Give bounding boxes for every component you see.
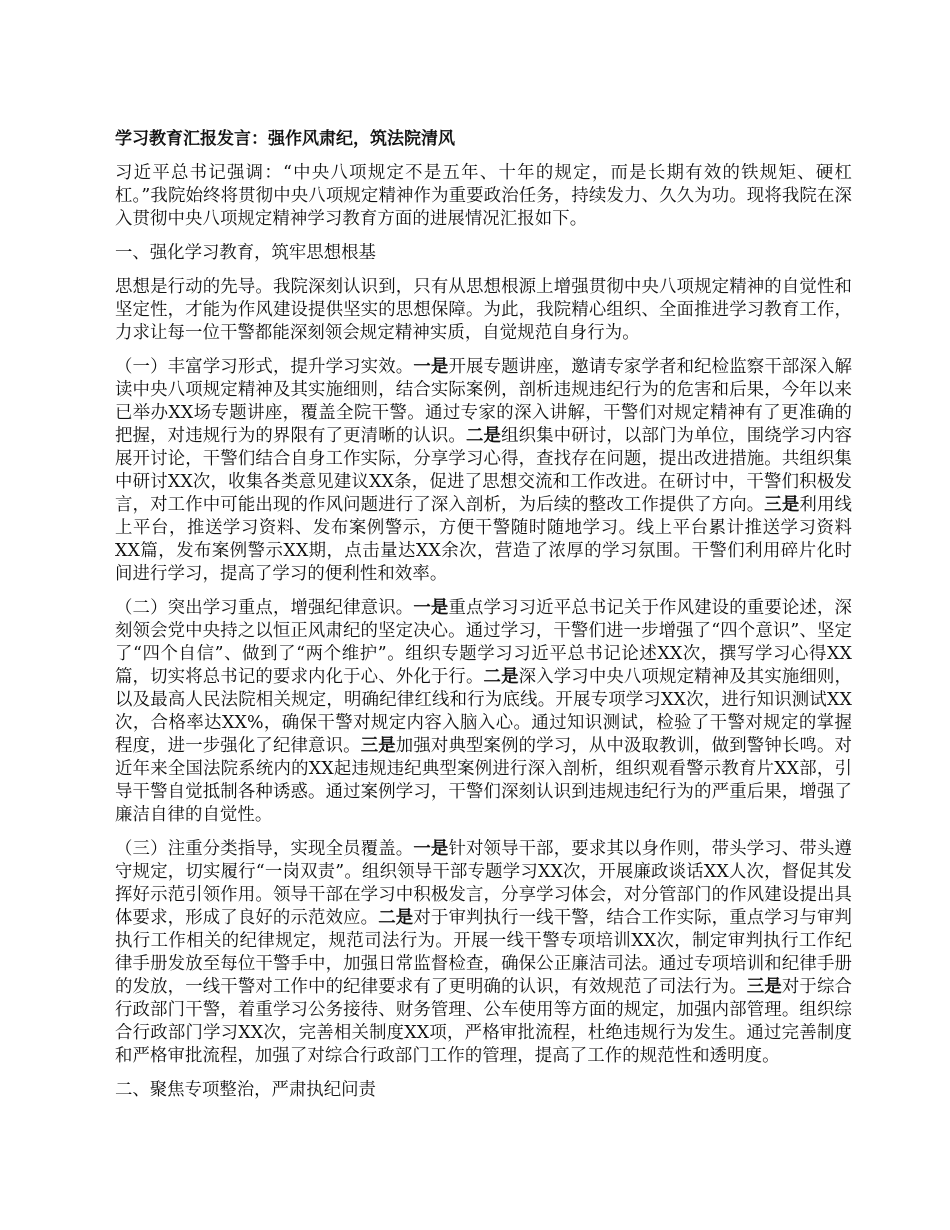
text-segment: 组织集中研讨，以部门为单位，围绕学习内容展开讨论，干警们结合自身工作实际，分享学习心得，查找存在问题，提出改进措施。共组织集中研讨XX次，收集各类意见建议XX条，促进了思想交流和工作改进。在研讨中，干警们积极发言，对工作中可能出现的作风问题进行了深入剖析，为后续的整改工作提供了方向。 bbox=[115, 426, 852, 515]
bold-lead-text: 三是 bbox=[360, 736, 396, 756]
text-segment: （二）突出学习重点，增强纪律意识。 bbox=[115, 598, 414, 618]
text-segment: 开展专题讲座，邀请专家学者和纪检监察干部深入解读中央八项规定精神及其实施细则，结合实际案例，剖析违规违纪行为的危害和后果，今年以来已举办XX场专题讲座，覆盖全院干警。通过专家的深入讲解，干警们对规定精神有了更准确的把握，对违规行为的界限有了更清晰的认识。 bbox=[115, 357, 852, 446]
text-segment: 习近平总书记强调：“中央八项规定不是五年、十年的规定，而是长期有效的铁规矩、硬杠杠。”我院始终将贯彻中央八项规定精神作为重要政治任务，持续发力、久久为功。现将我院在深入贯彻中央八项规定精神学习教育方面的进展情况汇报如下。 bbox=[115, 163, 852, 229]
text-segment: 针对领导干部，要求其以身作则，带头学习、带头遵守规定，切实履行“一岗双责”。组织领导干部专题学习XX次，开展廉政谈话XX人次，督促其发挥好示范引领作用。领导干部在学习中积极发言，分享学习体会，对分管部门的作风建设提出具体要求，形成了良好的示范效应。 bbox=[115, 839, 852, 928]
text-segment: 重点学习习近平总书记关于作风建设的重要论述，深刻领会党中央持之以恒正风肃纪的坚定决心。通过学习，干警们进一步增强了“四个意识”、坚定了“四个自信”、做到了“两个维护”。组织专题学习习近平总书记论述XX次，撰写学习心得XX篇，切实将总书记的要求内化于心、外化于行。 bbox=[115, 598, 852, 687]
section-heading bbox=[115, 1079, 852, 1102]
bold-lead-text: 一是 bbox=[413, 598, 449, 618]
text-segment: 二、聚焦专项整治，严肃执纪问责 bbox=[115, 1080, 376, 1100]
paragraph bbox=[115, 356, 852, 586]
text-segment: 加强对典型案例的学习，从中汲取教训，做到警钟长鸣。对近年来全国法院系统内的XX起违规违纪典型案例进行深入剖析，组织观看警示教育片XX部，引导干警自觉抵制各种诱惑。通过案例学习，干警们深刻认识到违规违纪行为的严重后果，增强了廉洁自律的自觉性。 bbox=[115, 736, 853, 825]
section-heading bbox=[115, 242, 852, 265]
text-segment: （三）注重分类指导，实现全员覆盖。 bbox=[115, 839, 414, 859]
text-segment: 思想是行动的先导。我院深刻认识到，只有从思想根源上增强贯彻中央八项规定精神的自觉性和坚定性，才能为作风建设提供坚实的思想保障。为此，我院精心组织、全面推进学习教育工作，力求让每一位干警都能深刻领会规定精神实质，自觉规范自身行为。 bbox=[115, 277, 852, 343]
text-segment: 深入学习中央八项规定精神及其实施细则，以及最高人民法院相关规定，明确纪律红线和行为底线。开展专项学习XX次，进行知识测试XX次，合格率达XX%，确保干警对规定内容入脑入心。通过知识测试，检验了干警对规定的掌握程度，进一步强化了纪律意识。 bbox=[115, 667, 853, 756]
paragraph bbox=[115, 597, 852, 827]
bold-lead-text: 二是 bbox=[465, 426, 502, 446]
paragraph bbox=[115, 276, 852, 345]
text-segment: （一）丰富学习形式，提升学习实效。 bbox=[115, 357, 414, 377]
bold-lead-text: 二是 bbox=[483, 667, 519, 687]
document-page bbox=[115, 128, 852, 1113]
document-body bbox=[115, 162, 852, 1102]
text-segment: 对于综合行政部门干警，着重学习公务接待、财务管理、公车使用等方面的规定，加强内部管理。组织综合行政部门学习XX次，完善相关制度XX项，严格审批流程，杜绝违规行为发生。通过完善制度和严格审批流程，加强了对综合行政部门工作的管理，提高了工作的规范性和透明度。 bbox=[115, 977, 853, 1066]
bold-lead-text: 一是 bbox=[413, 357, 449, 377]
text-segment: 对于审判执行一线干警，结合工作实际，重点学习与审判执行工作相关的纪律规定，规范司法行为。开展一线干警专项培训XX次，制定审判执行工作纪律手册发放至每位干警手中，加强日常监督检查，确保公正廉洁司法。通过专项培训和纪律手册的发放，一线干警对工作中的纪律要求有了更明确的认识，有效规范了司法行为。 bbox=[115, 908, 852, 997]
bold-lead-text: 三是 bbox=[764, 495, 800, 515]
bold-lead-text: 一是 bbox=[413, 839, 449, 859]
text-segment: 利用线上平台，推送学习资料、发布案例警示，方便干警随时随地学习。线上平台累计推送学习资料XX篇，发布案例警示XX期，点击量达XX余次，营造了浓厚的学习氛围。干警们利用碎片化时间进行学习，提高了学习的便利性和效率。 bbox=[115, 495, 852, 584]
bold-lead-text: 三是 bbox=[746, 977, 782, 997]
document-title: 学习教育汇报发言：强作风肃纪，筑法院清风 bbox=[115, 129, 455, 149]
bold-lead-text: 二是 bbox=[378, 908, 414, 928]
paragraph bbox=[115, 162, 852, 231]
text-segment: 一、强化学习教育，筑牢思想根基 bbox=[115, 243, 376, 263]
paragraph bbox=[115, 838, 852, 1068]
